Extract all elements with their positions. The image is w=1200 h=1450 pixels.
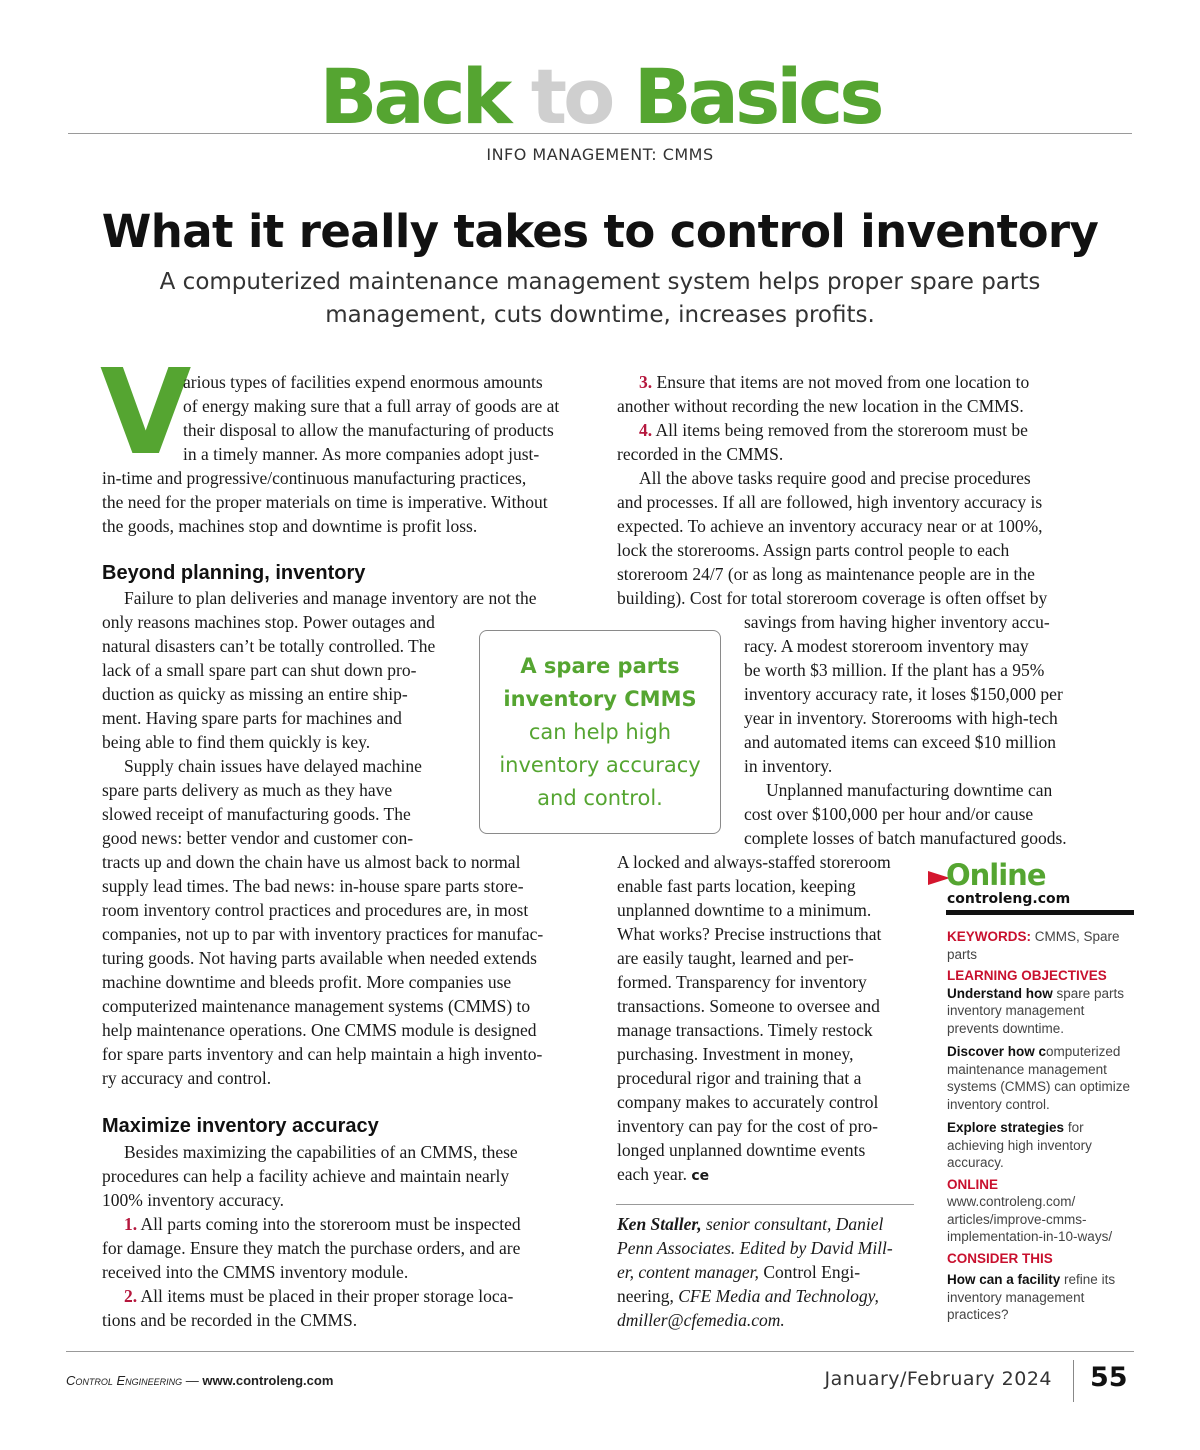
list-item-4	[617, 418, 1107, 442]
text-line: their disposal to allow the manufacturing of products	[183, 420, 554, 440]
text-line: All items must be placed in their proper storage loca-	[140, 1286, 514, 1306]
text-line: What works? Precise instructions that	[617, 924, 882, 944]
magazine-name: Control Engineering	[66, 1373, 183, 1388]
objective-3	[947, 1119, 1139, 1172]
text-line: racy. A modest storeroom inventory may	[744, 636, 1029, 656]
text-line: spare parts delivery as much as they have	[102, 780, 393, 800]
text-line: 100% inventory accuracy.	[102, 1190, 285, 1210]
objective-text: for achieving high inventory accuracy.	[947, 1120, 1092, 1170]
department-logo	[0, 52, 1200, 142]
list-number: 4.	[639, 420, 653, 440]
text-line: tions and be recorded in the CMMS.	[102, 1310, 358, 1330]
online-divider	[946, 910, 1134, 915]
byline-text: er, content manager,	[617, 1262, 759, 1282]
list-item-1	[102, 1212, 597, 1236]
footer-divider	[66, 1351, 1134, 1352]
right-column-wrapped	[744, 610, 1114, 850]
text-line: lack of a small spare part can shut down pro-	[102, 660, 417, 680]
text-line: in inventory.	[744, 756, 833, 776]
list-number: 2.	[124, 1286, 138, 1306]
text-line: year in inventory. Storerooms with high-tech	[744, 708, 1058, 728]
text-line: supply lead times. The bad news: in-house spare parts store-	[102, 876, 524, 896]
pull-quote-line: inventory CMMS	[503, 687, 697, 711]
page-number: 55	[1090, 1362, 1128, 1393]
text-line: arious types of facilities expend enormous amounts	[183, 372, 543, 392]
text-line: longed unplanned downtime events	[617, 1140, 866, 1160]
online-sidebar-content	[947, 928, 1139, 1324]
subhead-beyond-planning: Beyond planning, inventory	[102, 562, 366, 584]
text-line: duction as quicky as missing an entire ship-	[102, 684, 408, 704]
objective-lead: Understand how	[947, 985, 1053, 1001]
text-line: in-time and progressive/continuous manufacturing practices,	[102, 468, 527, 488]
deck-line: management, cuts downtime, increases profits.	[325, 302, 875, 328]
logo-word-to: to	[530, 52, 612, 141]
text-line: turing goods. Not having parts available when needed extends	[102, 948, 537, 968]
text-line: ment. Having spare parts for machines and	[102, 708, 402, 728]
text-line: All the above tasks require good and precise procedures	[639, 468, 1031, 488]
text-line: Ensure that items are not moved from one location to	[656, 372, 1030, 392]
end-mark: ce	[691, 1168, 710, 1184]
section-label: INFO MANAGEMENT: CMMS	[486, 145, 714, 164]
text-line: inventory can pay for the cost of pro-	[617, 1116, 878, 1136]
text-line: All items being removed from the storeroom must be	[655, 420, 1028, 440]
text-line: Besides maximizing the capabilities of an CMMS, these	[124, 1142, 518, 1162]
list-item-3	[617, 370, 1107, 394]
text-line-end: each year.	[617, 1164, 687, 1184]
objective-text: spare parts inventory management prevents downtime.	[947, 985, 1125, 1036]
pull-quote-text	[479, 650, 721, 815]
deck-line: A computerized maintenance management system helps proper spare parts	[159, 269, 1041, 295]
objective-lead: Discover how c	[947, 1044, 1047, 1059]
text-line: good news: better vendor and customer con-	[102, 828, 414, 848]
logo-word-basics: Basics	[633, 52, 881, 141]
online-label: ONLINE	[947, 1176, 999, 1192]
author-name: Ken Staller,	[617, 1214, 702, 1234]
right-column-top	[617, 370, 1107, 610]
consider-label: CONSIDER THIS	[947, 1250, 1053, 1266]
text-line: inventory accuracy rate, it loses $150,000 per	[744, 684, 1063, 704]
online-url-line: articles/improve-cmms-	[947, 1211, 1087, 1227]
pull-quote-line: can help high	[528, 720, 672, 744]
pull-quote-line: and control.	[537, 786, 663, 810]
text-line: another without recording the new location in the CMMS.	[617, 396, 1024, 416]
drop-cap: V	[100, 343, 192, 481]
list-item-2	[102, 1284, 597, 1308]
text-line: the need for the proper materials on time is imperative. Without	[102, 492, 548, 512]
subhead-maximize-accuracy: Maximize inventory accuracy	[102, 1115, 379, 1137]
pull-quote-line: inventory accuracy	[499, 753, 701, 777]
footer-site[interactable]: www.controleng.com	[202, 1373, 334, 1388]
byline-text: neering,	[617, 1286, 674, 1306]
section-maximize-accuracy	[102, 1140, 597, 1332]
footer-publication	[66, 1373, 333, 1388]
text-line: room inventory control practices and procedures are, in most	[102, 900, 529, 920]
keywords	[947, 928, 1139, 963]
keywords-label: KEYWORDS:	[947, 929, 1031, 944]
text-line: the goods, machines stop and downtime is profit loss.	[102, 516, 478, 536]
article-headline: What it really takes to control inventory	[101, 205, 1099, 258]
text-line: computerized maintenance management systems (CMMS) to	[102, 996, 531, 1016]
text-line: cost over $100,000 per hour and/or cause	[744, 804, 1034, 824]
byline-text: Control Engi-	[758, 1262, 861, 1282]
text-line: Unplanned manufacturing downtime can	[766, 780, 1053, 800]
pull-quote-line: A spare parts	[520, 654, 680, 678]
online-url-line: implementation-in-10-ways/	[947, 1229, 1113, 1244]
text-line: for spare parts inventory and can help maintain a high invento-	[102, 1044, 543, 1064]
text-line: in a timely manner. As more companies adopt just-	[183, 444, 540, 464]
text-line: slowed receipt of manufacturing goods. The	[102, 804, 411, 824]
text-line: being able to find them quickly is key.	[102, 732, 371, 752]
byline-line	[617, 1260, 917, 1284]
objectives-label: LEARNING OBJECTIVES	[947, 968, 1107, 983]
list-number: 1.	[124, 1214, 138, 1234]
text-line: building). Cost for total storeroom coverage is often offset by	[617, 588, 1048, 608]
byline-email: dmiller@cfemedia.com.	[617, 1310, 785, 1330]
text-line: savings from having higher inventory accu-	[744, 612, 1050, 632]
objective-1	[947, 985, 1139, 1038]
text-line: procedures can help a facility achieve and maintain nearly	[102, 1166, 510, 1186]
byline-text: senior consultant, Daniel	[701, 1214, 884, 1234]
text-line: purchasing. Investment in money,	[617, 1044, 854, 1064]
text-line: recorded in the CMMS.	[617, 444, 784, 464]
footer-separator	[1073, 1360, 1074, 1402]
text-line: and processes. If all are followed, high inventory accuracy is	[617, 492, 1043, 512]
text-line: Supply chain issues have delayed machine	[124, 756, 422, 776]
text-line: transactions. Someone to oversee and	[617, 996, 880, 1016]
text-line: of energy making sure that a full array of goods are at	[183, 396, 560, 416]
byline-line	[617, 1212, 917, 1236]
author-byline	[617, 1212, 917, 1332]
text-line: companies, not up to par with inventory practices for manufac-	[102, 924, 544, 944]
text-line: machine downtime and bleeds profit. More companies use	[102, 972, 512, 992]
online-link[interactable]	[947, 1193, 1139, 1246]
text-line: procedural rigor and training that a	[617, 1068, 862, 1088]
online-url-line: www.controleng.com/	[947, 1194, 1076, 1209]
header-divider	[68, 133, 1132, 134]
text-line: complete losses of batch manufactured goods.	[744, 828, 1067, 848]
text-line: tracts up and down the chain have us almost back to normal	[102, 852, 521, 872]
text-line: be worth $3 million. If the plant has a 95%	[744, 660, 1045, 680]
objective-text: omputerized maintenance management systems (CMMS) can optimize inventory control.	[947, 1044, 1131, 1112]
text-line: formed. Transparency for inventory	[617, 972, 867, 992]
objective-2	[947, 1043, 1139, 1113]
online-site: controleng.com	[947, 891, 1071, 907]
text-line: manage transactions. Timely restock	[617, 1020, 873, 1040]
consider-text	[947, 1271, 1139, 1324]
text-line: help maintenance operations. One CMMS module is designed	[102, 1020, 537, 1040]
text-line: storeroom 24/7 (or as long as maintenance people are in the	[617, 564, 1035, 584]
text-line: Failure to plan deliveries and manage inventory are not the	[124, 588, 537, 608]
byline-line: Penn Associates. Edited by David Mill-	[617, 1238, 893, 1258]
text-line: natural disasters can’t be totally controlled. The	[102, 636, 436, 656]
list-number: 3.	[639, 372, 653, 392]
text-line: only reasons machines stop. Power outages and	[102, 612, 435, 632]
text-line	[617, 1162, 917, 1188]
text-line: are easily taught, learned and per-	[617, 948, 854, 968]
issue-date: January/February 2024	[824, 1368, 1052, 1390]
text-line: All parts coming into the storeroom must be inspected	[140, 1214, 521, 1234]
text-line: A locked and always-staffed storeroom	[617, 852, 891, 872]
article-deck	[150, 266, 1050, 332]
text-line: expected. To achieve an inventory accuracy near or at 100%,	[617, 516, 1043, 536]
text-line: and automated items can exceed $10 million	[744, 732, 1056, 752]
byline-text: CFE Media and Technology,	[673, 1286, 879, 1306]
intro-paragraph-wrapped	[183, 370, 593, 466]
byline-divider	[616, 1204, 914, 1205]
text-line: enable fast parts location, keeping	[617, 876, 856, 896]
objective-lead: Explore strategies	[947, 1120, 1065, 1135]
text-line: company makes to accurately control	[617, 1092, 879, 1112]
text-line: lock the storerooms. Assign parts control people to each	[617, 540, 1010, 560]
logo-word-back: Back	[319, 52, 509, 141]
text-line: received into the CMMS inventory module.	[102, 1262, 409, 1282]
intro-paragraph-full	[102, 466, 597, 538]
right-column-lower	[617, 850, 917, 1188]
consider-lead: How can a facility	[947, 1272, 1061, 1287]
byline-line	[617, 1284, 917, 1308]
footer-dash: —	[182, 1373, 203, 1388]
online-logo: Online	[946, 858, 1046, 892]
consider-body: refine its inventory management practices?	[947, 1272, 1116, 1322]
text-line: for damage. Ensure they match the purchase orders, and are	[102, 1238, 521, 1258]
text-line: unplanned downtime to a minimum.	[617, 900, 872, 920]
text-line: ry accuracy and control.	[102, 1068, 272, 1088]
keywords-text: CMMS, Spare parts	[947, 929, 1120, 962]
